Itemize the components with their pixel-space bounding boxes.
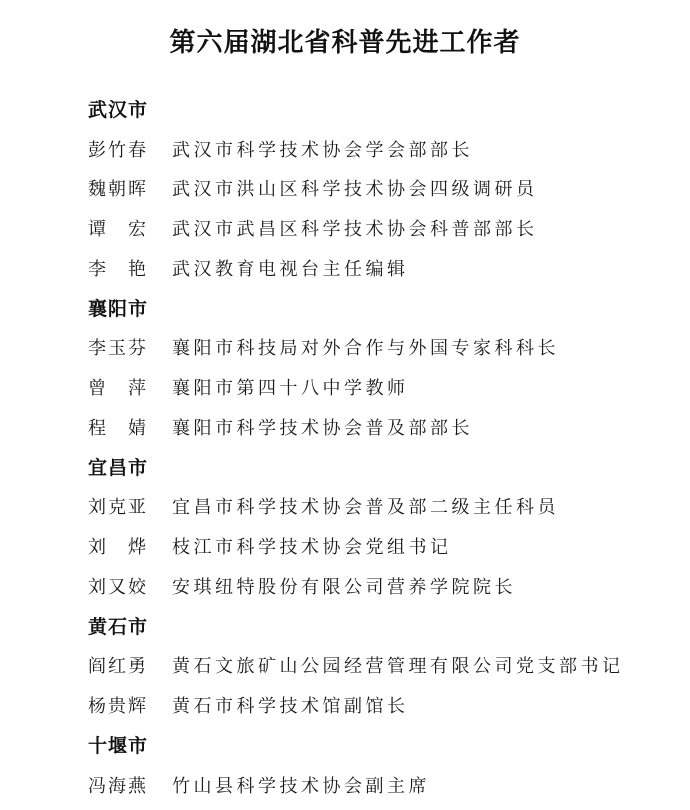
awardee-name: 阎红勇 [88,656,148,678]
awardee-row [88,526,678,566]
awardee-position: 武汉市洪山区科学技术协会四级调研员 [172,179,538,201]
awardee-name: 程婧 [88,417,168,439]
awardee-name: 谭宏 [88,219,168,241]
awardee-position: 襄阳市第四十八中学教师 [172,378,409,400]
awardee-row [88,169,678,209]
awardee-name: 曾萍 [88,378,168,400]
city-heading: 宜昌市 [88,457,149,480]
awardee-name: 刘烨 [88,537,168,559]
awardee-position: 武汉市武昌区科学技术协会科普部部长 [172,219,538,241]
awardee-name: 杨贵辉 [88,696,148,718]
awardee-row [88,487,678,527]
city-heading: 襄阳市 [88,298,149,321]
awardee-row [88,129,678,169]
awardee-name: 刘克亚 [88,497,148,519]
awardee-name: 刘又姣 [88,576,148,598]
document-title: 第六届湖北省科普先进工作者 [169,28,521,58]
awardee-name: 魏朝晖 [88,179,148,201]
awardee-row [88,208,678,248]
awardee-position: 黄石文旅矿山公园经营管理有限公司党支部书记 [172,656,624,678]
awardee-row [88,765,678,805]
awardee-row [88,367,678,407]
awardee-name: 彭竹春 [88,139,148,161]
awardee-position: 竹山县科学技术协会副主席 [172,775,430,797]
awardee-row [88,328,678,368]
awardee-position: 襄阳市科技局对外合作与外国专家科科长 [172,338,559,360]
awardee-row [88,566,678,606]
awardee-position: 枝江市科学技术协会党组书记 [172,537,452,559]
awardee-position: 武汉教育电视台主任编辑 [172,258,409,280]
awardee-name: 李玉芬 [88,338,148,360]
city-heading: 武汉市 [88,99,149,122]
awardee-position: 安琪纽特股份有限公司营养学院院长 [172,576,516,598]
city-heading: 十堰市 [88,735,149,758]
city-heading: 黄石市 [88,616,149,639]
awardee-row [88,407,678,447]
awardee-row [88,685,678,725]
awardee-row [88,646,678,686]
awardee-position: 宜昌市科学技术协会普及部二级主任科员 [172,497,559,519]
awardee-position: 襄阳市科学技术协会普及部部长 [172,417,473,439]
awardee-list [88,89,678,805]
awardee-position: 武汉市科学技术协会学会部部长 [172,139,473,161]
awardee-row [88,248,678,288]
awardee-position: 黄石市科学技术馆副馆长 [172,696,409,718]
awardee-name: 李艳 [88,258,168,280]
awardee-name: 冯海燕 [88,775,148,797]
